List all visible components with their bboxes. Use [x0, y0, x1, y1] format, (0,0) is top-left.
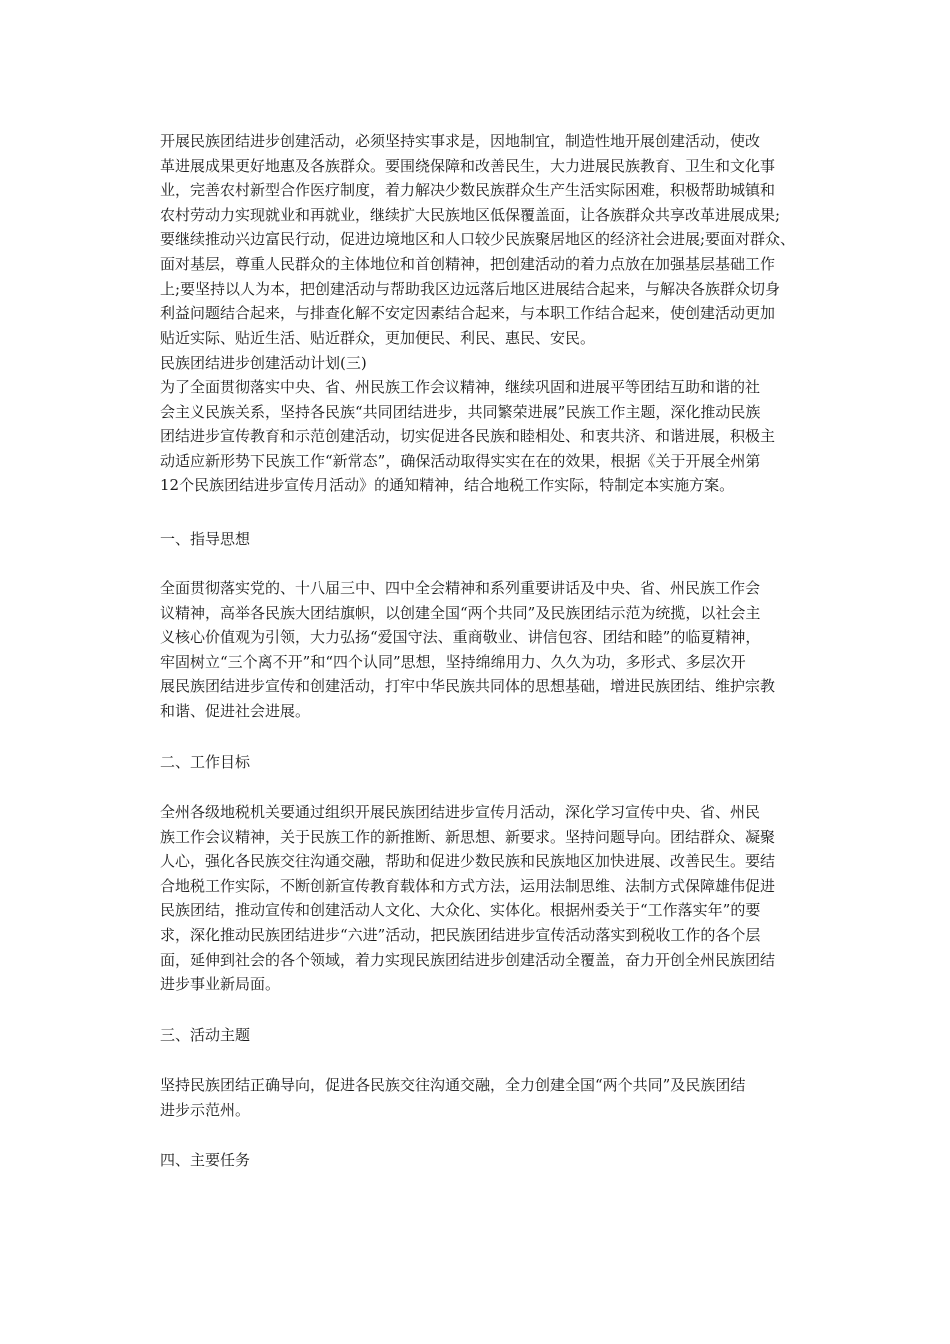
section-1-paragraph — [141, 576, 831, 724]
paragraph-line: 合地税工作实际，不断创新宣传教育载体和方式方法，运用法制思维、法制方式保障雄伟促进 — [160, 876, 776, 895]
paragraph-line: 革进展成果更好地惠及各族群众。要围绕保障和改善民生，大力进展民族教育、卫生和文化事 — [160, 156, 776, 175]
paragraph-line: 动适应新形势下民族工作“新常态”，确保活动取得实实在在的效果，根据《关于开展全州第 — [160, 451, 761, 470]
paragraph-line: 面对基层，尊重人民群众的主体地位和首创精神，把创建活动的着力点放在加强基层基础工作 — [160, 254, 776, 273]
section-heading-3-text: 三、活动主题 — [160, 1026, 251, 1044]
paragraph-line: 和谐、促进社会进展。 — [160, 701, 311, 720]
paragraph-line: 开展民族团结进步创建活动，必须坚持实事求是，因地制宜，制造性地开展创建活动，使改 — [160, 132, 761, 150]
intro-paragraph — [141, 129, 831, 350]
section-3-paragraph — [141, 1073, 831, 1122]
paragraph-line: 农村劳动力实现就业和再就业，继续扩大民族地区低保覆盖面，让各族群众共享改革进展成果; — [160, 205, 781, 224]
paragraph-line: 人心，强化各民族交往沟通交融，帮助和促进少数民族和民族地区加快进展、改善民生。要结 — [160, 852, 776, 871]
paragraph-line: 展民族团结进步宣传和创建活动，打牢中华民族共同体的思想基础，增进民族团结、维护宗教 — [160, 677, 776, 696]
paragraph-line: 会主义民族关系，坚持各民族“共同团结进步，共同繁荣进展”民族工作主题，深化推动民族 — [160, 402, 761, 421]
section-heading-4-text: 四、主要任务 — [160, 1151, 251, 1169]
paragraph-line: 义核心价值观为引领，大力弘扬“爱国守法、重商敬业、讲信包容、团结和睦”的临夏精神， — [160, 628, 761, 647]
section-2-paragraph — [141, 800, 831, 997]
paragraph-line: 团结进步宣传教育和示范创建活动，切实促进各民族和睦相处、和衷共济、和谐进展，积极主 — [160, 427, 776, 446]
plan-intro-paragraph — [141, 375, 831, 498]
paragraph-line: 贴近实际、贴近生活、贴近群众，更加便民、利民、惠民、安民。 — [160, 328, 596, 347]
paragraph-line: 利益问题结合起来，与排查化解不安定因素结合起来，与本职工作结合起来，使创建活动更加 — [160, 304, 776, 323]
section-heading-4 — [141, 1148, 850, 1173]
plan-title — [141, 351, 850, 376]
paragraph-line: 面，延伸到社会的各个领域，着力实现民族团结进步创建活动全覆盖，奋力开创全州民族团结 — [160, 950, 776, 969]
paragraph-line: 族工作会议精神，关于民族工作的新推断、新思想、新要求。坚持问题导向。团结群众、凝聚 — [160, 827, 776, 846]
section-heading-1-text: 一、指导思想 — [160, 530, 251, 548]
paragraph-line: 民族团结，推动宣传和创建活动人文化、大众化、实体化。根据州委关于“工作落实年”的要 — [160, 901, 761, 920]
paragraph-line: 坚持民族团结正确导向，促进各民族交往沟通交融，全力创建全国“两个共同”及民族团结 — [160, 1076, 746, 1094]
section-heading-3 — [141, 1023, 850, 1048]
paragraph-line: 牢固树立“三个离不开”和“四个认同”思想，坚持绵绵用力、久久为功，多形式、多层次开 — [160, 652, 746, 671]
plan-title-text: 民族团结进步创建活动计划(三) — [160, 354, 367, 372]
section-heading-1 — [141, 527, 850, 552]
paragraph-line: 全面贯彻落实党的、十八届三中、四中全会精神和系列重要讲话及中央、省、州民族工作会 — [160, 579, 761, 597]
paragraph-line: 进步事业新局面。 — [160, 975, 281, 994]
paragraph-line: 为了全面贯彻落实中央、省、州民族工作会议精神，继续巩固和进展平等团结互助和谐的社 — [160, 378, 761, 396]
paragraph-line: 进步示范州。 — [160, 1100, 251, 1119]
section-heading-2 — [141, 750, 850, 775]
paragraph-line: 议精神，高举各民族大团结旗帜，以创建全国“两个共同”及民族团结示范为统揽，以社会主 — [160, 603, 761, 622]
paragraph-line: 上;要坚持以人为本，把创建活动与帮助我区边远落后地区进展结合起来，与解决各族群众切身 — [160, 279, 781, 298]
paragraph-line: 求，深化推动民族团结进步“六进”活动，把民族团结进步宣传活动落实到税收工作的各个层 — [160, 925, 761, 944]
paragraph-line: 12个民族团结进步宣传月活动》的通知精神，结合地税工作实际，特制定本实施方案。 — [160, 476, 735, 495]
paragraph-line: 全州各级地税机关要通过组织开展民族团结进步宣传月活动，深化学习宣传中央、省、州民 — [160, 803, 761, 821]
paragraph-line: 业，完善农村新型合作医疗制度，着力解决少数民族群众生产生活实际困难，积极帮助城镇和 — [160, 181, 776, 200]
section-heading-2-text: 二、工作目标 — [160, 753, 251, 771]
paragraph-line: 要继续推动兴边富民行动，促进边境地区和人口较少民族聚居地区的经济社会进展;要面对群众、 — [160, 230, 796, 249]
